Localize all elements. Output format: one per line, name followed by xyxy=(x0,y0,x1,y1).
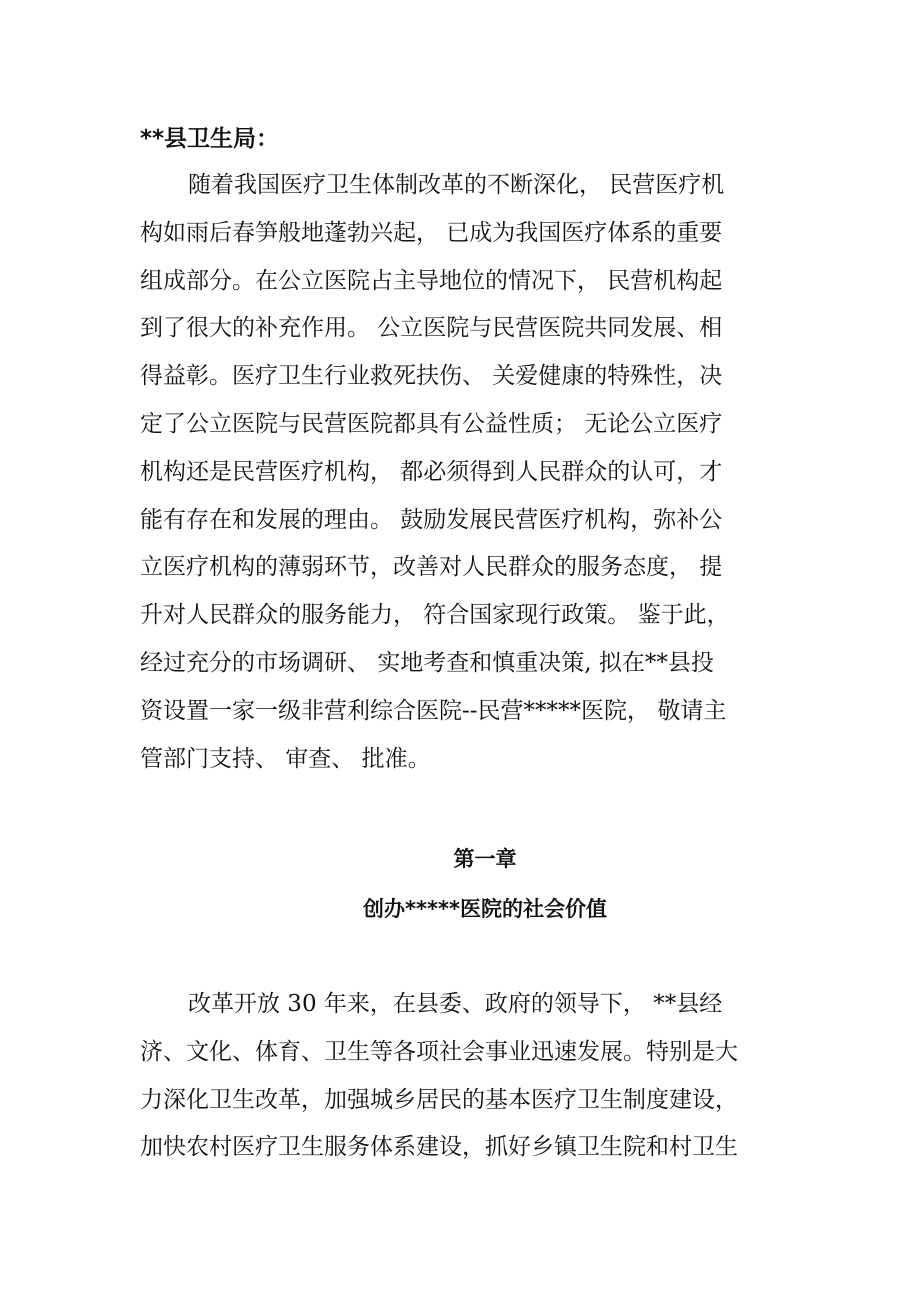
paragraph-line: 改革开放 30 年来，在县委、政府的领导下， **县经 xyxy=(188,991,723,1017)
paragraph-line: 升对人民群众的服务能力， 符合国家现行政策。 鉴于此， xyxy=(140,602,730,629)
paragraph-line: 管部门支持、 审查、 批准。 xyxy=(140,745,431,772)
letter-body xyxy=(140,116,790,783)
chapter-body xyxy=(140,981,790,1172)
paragraph-line: 到了很大的补充作用。 公立医院与民营医院共同发展、相 xyxy=(140,315,723,342)
paragraph-line: 资设置一家一级非营利综合医院--民营*****医院， 敬请主 xyxy=(140,697,727,724)
chapter-number: 第一章 xyxy=(453,847,517,871)
paragraph-line: 定了公立医院与民营医院都具有公益性质； 无论公立医疗 xyxy=(140,410,723,437)
paragraph-line: 随着我国医疗卫生体制改革的不断深化， 民营医疗机 xyxy=(188,172,725,198)
paragraph-line: 能有存在和发展的理由。 鼓励发展民营医疗机构，弥补公 xyxy=(140,506,723,533)
paragraph-line: 力深化卫生改革，加强城乡居民的基本医疗卫生制度建设， xyxy=(140,1086,738,1113)
paragraph-line: 构如雨后春笋般地蓬勃兴起， 已成为我国医疗体系的重要 xyxy=(140,219,723,246)
paragraph-line: 加快农村医疗卫生服务体系建设，抓好乡镇卫生院和村卫生 xyxy=(140,1134,738,1161)
salutation: **县卫生局： xyxy=(140,126,280,152)
paragraph-line: 济、文化、体育、卫生等各项社会事业迅速发展。特别是大 xyxy=(140,1038,738,1065)
paragraph-line: 机构还是民营医疗机构， 都必须得到人民群众的认可，才 xyxy=(140,458,723,485)
paragraph-line: 经过充分的市场调研、 实地考查和慎重决策, 拟在**县投 xyxy=(140,649,714,676)
intro-paragraph xyxy=(140,162,790,783)
chapter-title: 创办*****医院的社会价值 xyxy=(363,897,607,921)
paragraph-line: 组成部分。在公立医院占主导地位的情况下， 民营机构起 xyxy=(140,267,723,294)
paragraph-line: 得益彰。医疗卫生行业救死扶伤、 关爱健康的特殊性，决 xyxy=(140,363,723,390)
paragraph-line: 立医疗机构的薄弱环节，改善对人民群众的服务态度， 提 xyxy=(140,554,723,581)
